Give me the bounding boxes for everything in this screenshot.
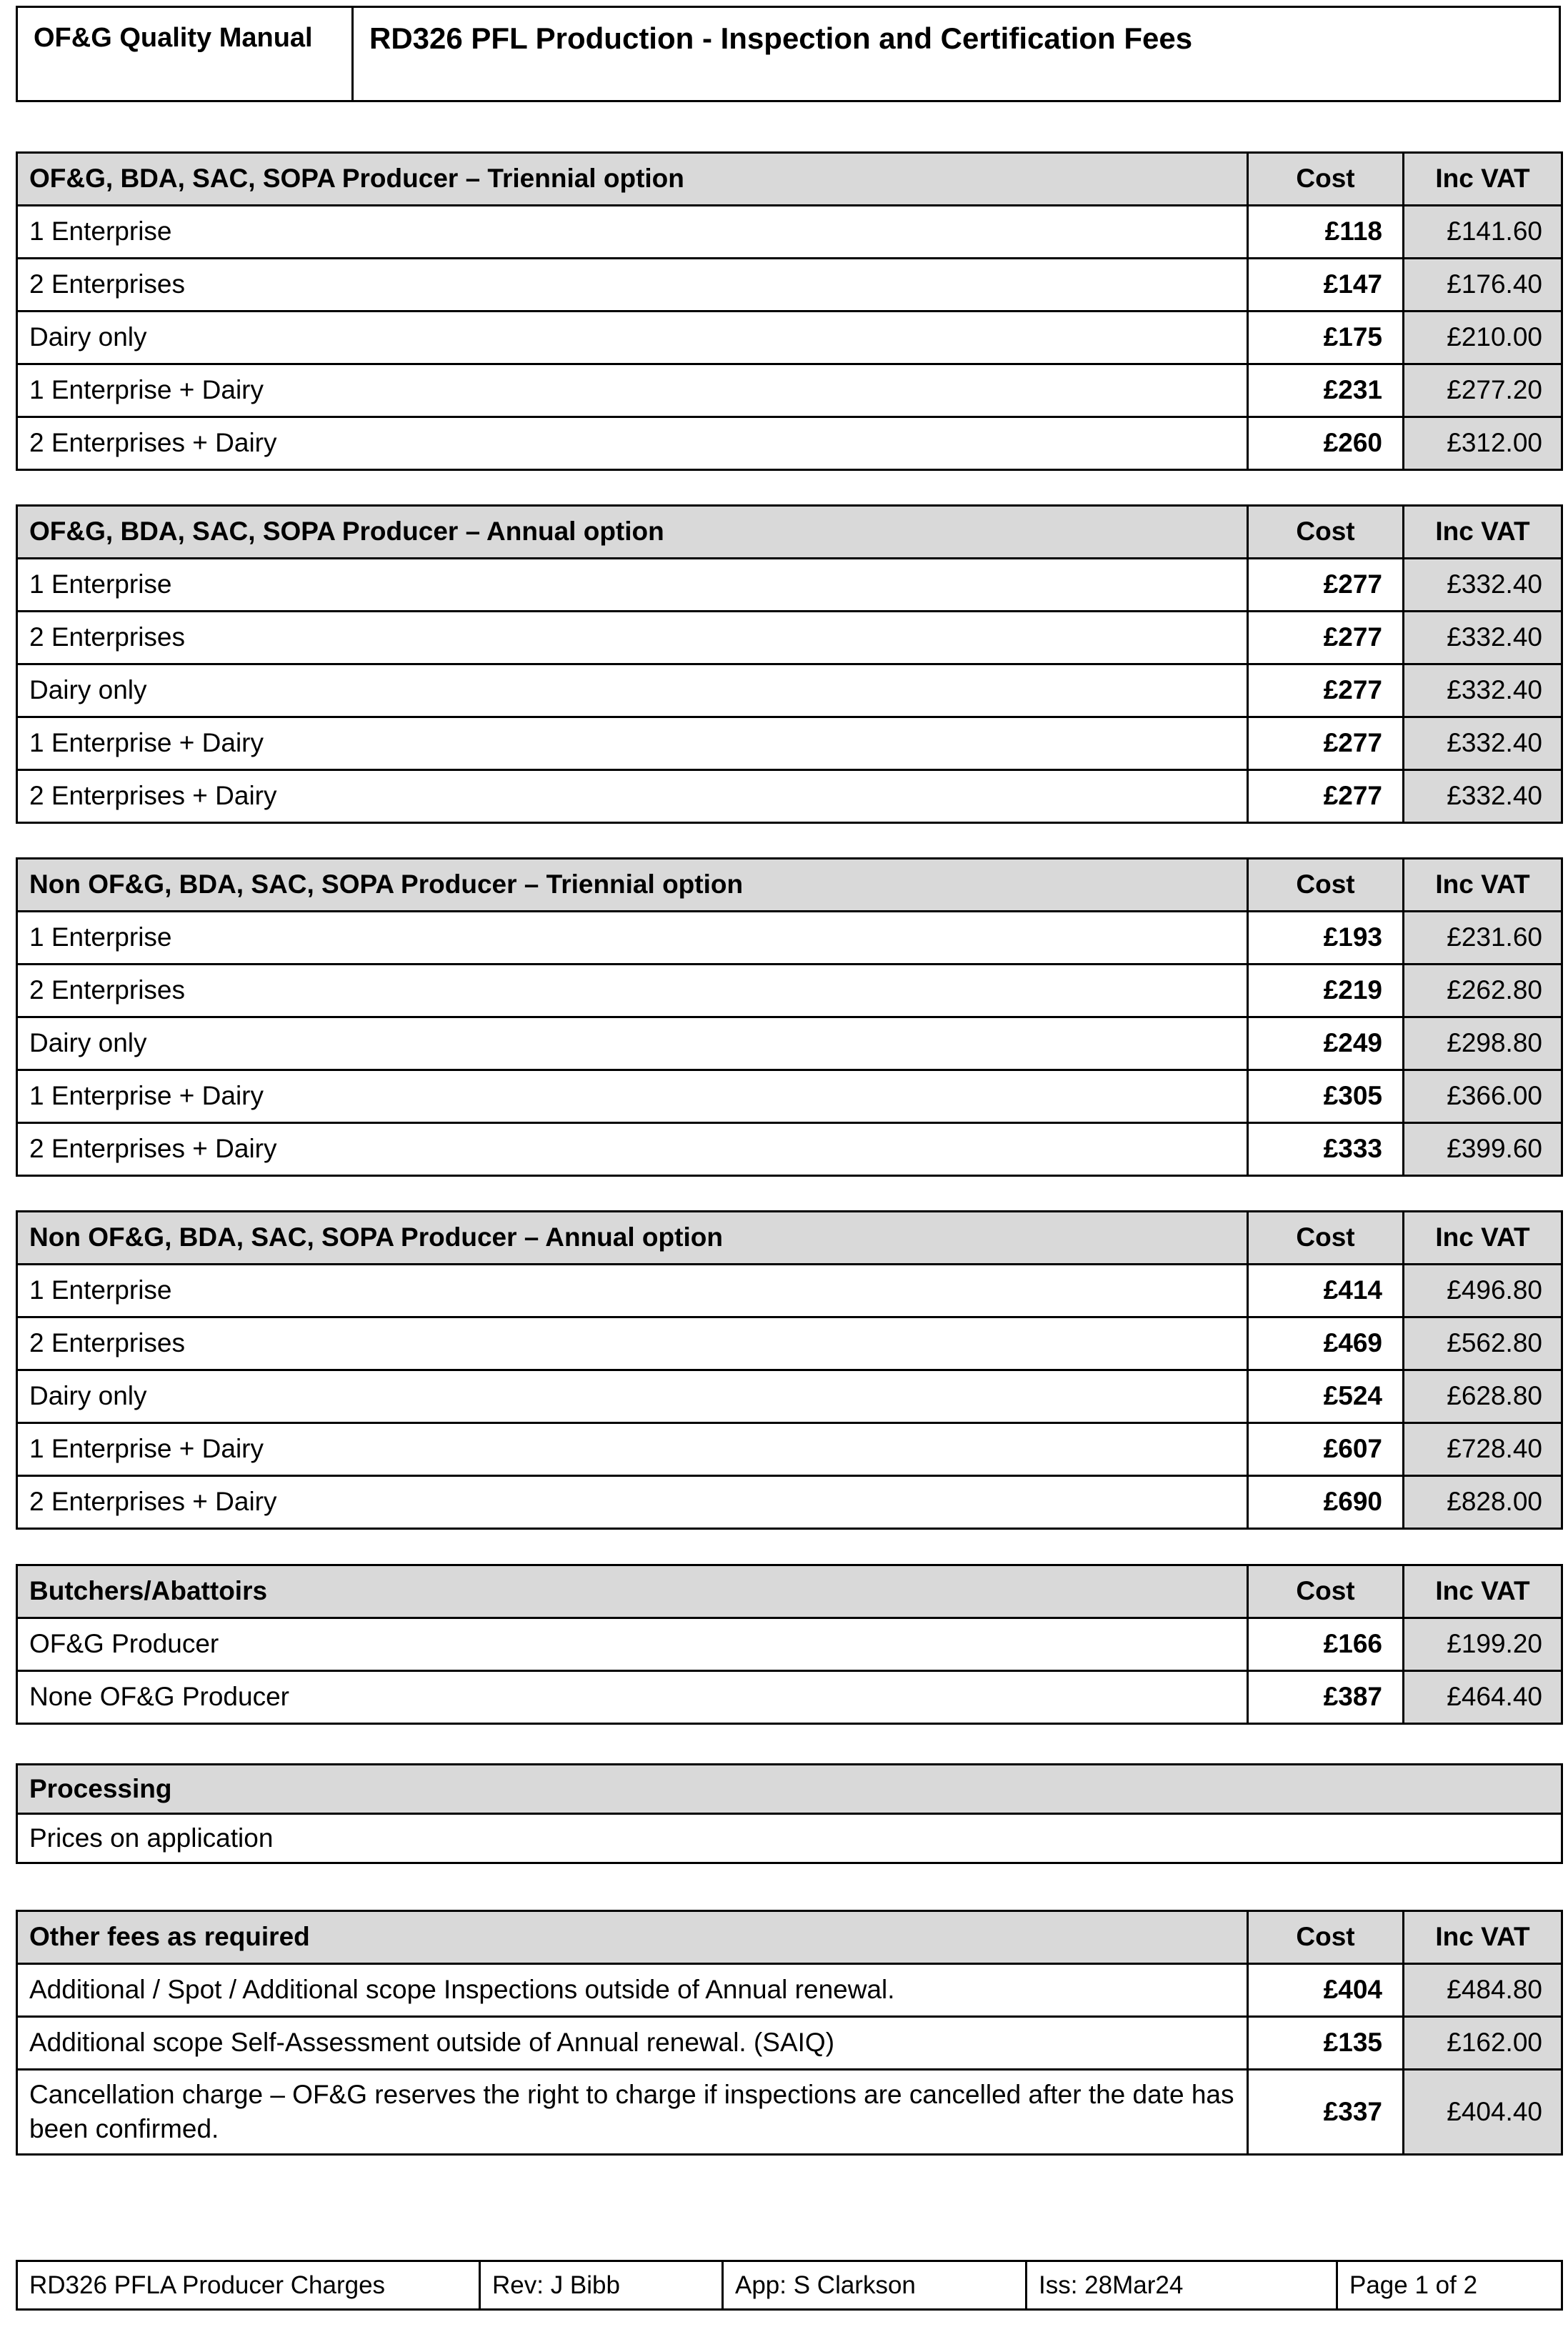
row-inc-vat: £262.80 — [1404, 964, 1562, 1017]
row-cost: £524 — [1248, 1370, 1404, 1422]
row-description: Dairy only — [17, 311, 1248, 364]
column-header-inc-vat: Inc VAT — [1404, 1911, 1562, 1964]
row-description: 2 Enterprises + Dairy — [17, 1122, 1248, 1175]
column-header-cost: Cost — [1248, 506, 1404, 559]
row-inc-vat: £231.60 — [1404, 911, 1562, 964]
table-row — [17, 1264, 1562, 1317]
row-cost: £469 — [1248, 1317, 1404, 1370]
row-cost: £690 — [1248, 1475, 1404, 1528]
footer-approver: App: S Clarkson — [723, 2261, 1027, 2310]
row-cost: £305 — [1248, 1070, 1404, 1122]
section-title: Butchers/Abattoirs — [17, 1565, 1248, 1618]
table-row — [17, 1422, 1562, 1475]
row-description: 2 Enterprises — [17, 611, 1248, 664]
row-inc-vat: £332.40 — [1404, 769, 1562, 822]
row-inc-vat: £332.40 — [1404, 611, 1562, 664]
table-row — [17, 1017, 1562, 1070]
table-row — [17, 664, 1562, 717]
row-cost: £260 — [1248, 417, 1404, 469]
row-inc-vat: £404.40 — [1404, 2069, 1562, 2154]
table-row — [17, 258, 1562, 311]
row-inc-vat: £162.00 — [1404, 2016, 1562, 2069]
table-header-row — [17, 859, 1562, 912]
row-cost: £135 — [1248, 2016, 1404, 2069]
footer-revision: Rev: J Bibb — [480, 2261, 723, 2310]
row-cost: £175 — [1248, 311, 1404, 364]
row-cost: £277 — [1248, 611, 1404, 664]
row-inc-vat: £141.60 — [1404, 205, 1562, 258]
column-header-cost: Cost — [1248, 153, 1404, 206]
row-cost: £387 — [1248, 1670, 1404, 1723]
row-description: Cancellation charge – OF&G reserves the right to charge if inspections are cancelled after the date has been confirmed. — [17, 2069, 1248, 2154]
table-row — [17, 1963, 1562, 2016]
row-description: 1 Enterprise — [17, 558, 1248, 611]
table-header-row — [17, 1911, 1562, 1964]
manual-title-cell: OF&G Quality Manual — [17, 7, 353, 101]
row-description: Dairy only — [17, 664, 1248, 717]
fee-table-non-ofg-triennial — [16, 857, 1563, 1177]
table-header-row — [17, 1212, 1562, 1265]
footer-row — [17, 2261, 1562, 2310]
fee-table-processing — [16, 1763, 1563, 1864]
table-row — [17, 2069, 1562, 2154]
table-row — [17, 1670, 1562, 1723]
row-inc-vat: £399.60 — [1404, 1122, 1562, 1175]
table-row — [17, 911, 1562, 964]
table-row — [17, 205, 1562, 258]
column-header-inc-vat: Inc VAT — [1404, 859, 1562, 912]
row-inc-vat: £728.40 — [1404, 1422, 1562, 1475]
row-description: Dairy only — [17, 1017, 1248, 1070]
row-inc-vat: £464.40 — [1404, 1670, 1562, 1723]
row-description: 1 Enterprise — [17, 205, 1248, 258]
row-description: None OF&G Producer — [17, 1670, 1248, 1723]
section-title: OF&G, BDA, SAC, SOPA Producer – Triennial option — [17, 153, 1248, 206]
table-row — [17, 1317, 1562, 1370]
row-description: Dairy only — [17, 1370, 1248, 1422]
table-row — [17, 311, 1562, 364]
row-description: 1 Enterprise — [17, 1264, 1248, 1317]
row-description: 2 Enterprises + Dairy — [17, 417, 1248, 469]
column-header-inc-vat: Inc VAT — [1404, 506, 1562, 559]
column-header-cost: Cost — [1248, 1911, 1404, 1964]
document-header — [16, 6, 1561, 102]
row-inc-vat: £366.00 — [1404, 1070, 1562, 1122]
table-header-row — [17, 1765, 1562, 1814]
row-description: Prices on application — [17, 1814, 1562, 1863]
column-header-cost: Cost — [1248, 1565, 1404, 1618]
table-header-row — [17, 153, 1562, 206]
row-cost: £166 — [1248, 1618, 1404, 1670]
section-title: Processing — [17, 1765, 1562, 1814]
footer-document-name: RD326 PFLA Producer Charges — [17, 2261, 480, 2310]
row-description: 1 Enterprise + Dairy — [17, 1070, 1248, 1122]
table-row — [17, 1070, 1562, 1122]
fee-table-non-ofg-annual — [16, 1210, 1563, 1530]
row-cost: £607 — [1248, 1422, 1404, 1475]
section-title: OF&G, BDA, SAC, SOPA Producer – Annual option — [17, 506, 1248, 559]
table-row — [17, 717, 1562, 769]
table-row — [17, 1122, 1562, 1175]
table-row — [17, 558, 1562, 611]
row-cost: £404 — [1248, 1963, 1404, 2016]
row-cost: £333 — [1248, 1122, 1404, 1175]
row-description: 2 Enterprises + Dairy — [17, 769, 1248, 822]
table-row — [17, 1475, 1562, 1528]
row-description: 2 Enterprises — [17, 964, 1248, 1017]
document-footer — [16, 2260, 1563, 2311]
row-inc-vat: £312.00 — [1404, 417, 1562, 469]
row-inc-vat: £199.20 — [1404, 1618, 1562, 1670]
row-cost: £277 — [1248, 558, 1404, 611]
row-description: 2 Enterprises — [17, 1317, 1248, 1370]
table-row — [17, 364, 1562, 417]
row-description: 1 Enterprise — [17, 911, 1248, 964]
row-inc-vat: £828.00 — [1404, 1475, 1562, 1528]
row-inc-vat: £628.80 — [1404, 1370, 1562, 1422]
row-inc-vat: £277.20 — [1404, 364, 1562, 417]
column-header-inc-vat: Inc VAT — [1404, 1212, 1562, 1265]
row-description: Additional scope Self-Assessment outside of Annual renewal. (SAIQ) — [17, 2016, 1248, 2069]
row-inc-vat: £298.80 — [1404, 1017, 1562, 1070]
row-cost: £147 — [1248, 258, 1404, 311]
row-description: 2 Enterprises — [17, 258, 1248, 311]
row-cost: £277 — [1248, 664, 1404, 717]
footer-issue-date: Iss: 28Mar24 — [1027, 2261, 1337, 2310]
row-inc-vat: £210.00 — [1404, 311, 1562, 364]
fee-table-butchers-abattoirs — [16, 1564, 1563, 1725]
column-header-inc-vat: Inc VAT — [1404, 153, 1562, 206]
row-description: Additional / Spot / Additional scope Inspections outside of Annual renewal. — [17, 1963, 1248, 2016]
row-cost: £118 — [1248, 205, 1404, 258]
row-description: OF&G Producer — [17, 1618, 1248, 1670]
column-header-cost: Cost — [1248, 1212, 1404, 1265]
table-row — [17, 1814, 1562, 1863]
fee-table-ofg-annual — [16, 504, 1563, 824]
row-description: 1 Enterprise + Dairy — [17, 364, 1248, 417]
table-row — [17, 417, 1562, 469]
header-row — [17, 7, 1560, 101]
row-cost: £277 — [1248, 769, 1404, 822]
row-inc-vat: £562.80 — [1404, 1317, 1562, 1370]
row-cost: £193 — [1248, 911, 1404, 964]
row-cost: £414 — [1248, 1264, 1404, 1317]
row-inc-vat: £176.40 — [1404, 258, 1562, 311]
row-description: 1 Enterprise + Dairy — [17, 717, 1248, 769]
footer-page-number: Page 1 of 2 — [1337, 2261, 1562, 2310]
table-row — [17, 2016, 1562, 2069]
section-title: Other fees as required — [17, 1911, 1248, 1964]
table-header-row — [17, 1565, 1562, 1618]
row-cost: £249 — [1248, 1017, 1404, 1070]
row-description: 2 Enterprises + Dairy — [17, 1475, 1248, 1528]
column-header-cost: Cost — [1248, 859, 1404, 912]
table-row — [17, 611, 1562, 664]
row-cost: £277 — [1248, 717, 1404, 769]
table-row — [17, 964, 1562, 1017]
row-inc-vat: £496.80 — [1404, 1264, 1562, 1317]
column-header-inc-vat: Inc VAT — [1404, 1565, 1562, 1618]
table-row — [17, 1370, 1562, 1422]
table-header-row — [17, 506, 1562, 559]
row-inc-vat: £332.40 — [1404, 664, 1562, 717]
row-inc-vat: £332.40 — [1404, 558, 1562, 611]
row-cost: £337 — [1248, 2069, 1404, 2154]
row-inc-vat: £332.40 — [1404, 717, 1562, 769]
row-description: 1 Enterprise + Dairy — [17, 1422, 1248, 1475]
section-title: Non OF&G, BDA, SAC, SOPA Producer – Triennial option — [17, 859, 1248, 912]
fee-table-ofg-triennial — [16, 151, 1563, 471]
row-inc-vat: £484.80 — [1404, 1963, 1562, 2016]
table-row — [17, 769, 1562, 822]
fee-table-other-fees — [16, 1910, 1563, 2156]
table-row — [17, 1618, 1562, 1670]
document-title-cell: RD326 PFL Production - Inspection and Certification Fees — [353, 7, 1560, 101]
row-cost: £219 — [1248, 964, 1404, 1017]
section-title: Non OF&G, BDA, SAC, SOPA Producer – Annual option — [17, 1212, 1248, 1265]
row-cost: £231 — [1248, 364, 1404, 417]
